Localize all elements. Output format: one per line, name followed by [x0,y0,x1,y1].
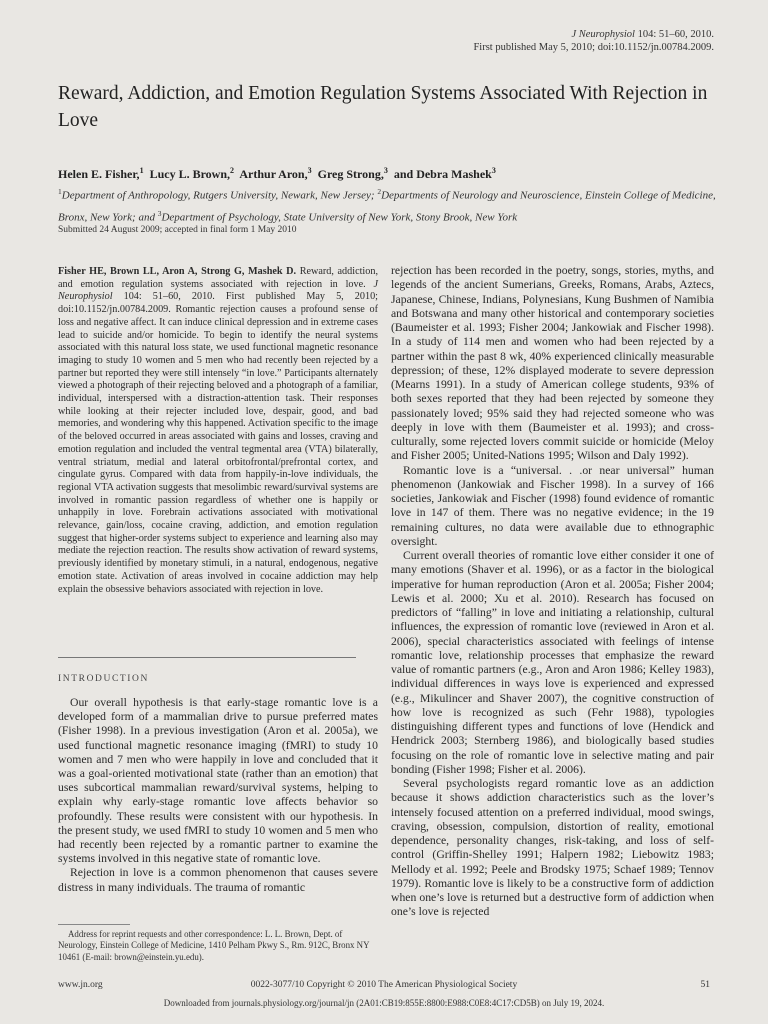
introduction-text [58,696,378,895]
affiliation-text: Departments of Neurology and Neuroscience, Einstein College of Medicine, Bronx, New York; and [58,189,716,224]
abstract-body: Romantic rejection causes a profound sense of loss and negative affect. It can induce clinical depression and in extreme cases lead to suicide and/or homicide. To begin to identify the neural systems associated with this natural loss state, we used functional magnetic resonance imaging to study 10 women and 5 men who had recently been rejected by a partner but reported they were still intensely “in love.” Participants alternately viewed a photograph of their rejecting beloved and a photograph of a familiar, individual, interspersed with a distraction-attention task. Their responses while looking at their rejecter included love, despair, good, and bad memories, and wondering why this happened. Activation specific to the image of the beloved occurred in areas associated with gains and losses, craving and emotion regulation and included the ventral tegmental area (VTA) bilaterally, ventral striatum, medial and lateral orbitofrontal/prefrontal cortex, and cingulate gyrus. Compared with data from happily-in-love individuals, the regional VTA activation suggests that mesolimbic reward/survival systems are involved in romantic passion regardless of whether one is happily or unhappily in love. Forebrain activations associated with motivational relevance, gain/loss, cocaine craving, addiction, and emotion regulation suggest that higher-order systems subject to experience and learning also may mediate the rejection reaction. The results show activation of reward systems, previously identified by monetary stimuli, in a natural, endogenous, negative emotion state. Activation of areas involved in cocaine addiction may help explain the obsessive behaviors associated with rejection in love. [58,304,378,595]
abstract-citation-tail: 104: 51–60, 2010. First published May 5, 2010; doi:10.1152/jn.00784.2009. [58,291,378,316]
author-affiliation-mark: 2 [230,166,235,175]
left-column [58,266,378,596]
copyright-notice: 0022-3077/10 Copyright © 2010 The American Physiological Society [250,980,518,990]
abstract-citation-title: Reward, addiction, and emotion regulation systems associated with rejection in love. [58,266,378,290]
affiliation-text: Department of Anthropology, Rutgers University, Newark, New Jersey; [61,189,378,202]
paragraph: Our overall hypothesis is that early-stage romantic love is a developed form of a mammalian drive to pursue preferred mates (Fisher 1998). In a previous investigation (Aron et al. 2005a), we used functional magnetic resonance imaging (fMRI) to study 10 women and 7 men who were happily in love and concluded that it was a goal-oriented motivational state (rather than an emotion) that uses subcortical mammalian reward/survival systems, helping to explain why early-stage romantic love affects behavior so profoundly. These results were consistent with our hypothesis. In the present study, we used fMRI to study 10 women and 5 men who had recently been rejected by a romantic partner to examine the systems involved in this negative state of romantic love. [58,696,378,866]
footnote-divider [58,924,130,925]
affiliation-mark: 1 [58,187,62,196]
author-name: Helen E. Fisher, [58,167,140,181]
author-affiliation-mark: 3 [383,166,388,175]
download-notice: Downloaded from journals.physiology.org/journal/jn (2A01:CB19:855E:8800:E988:C0E8:4C17:CD5B) on July 19, 2024. [163,998,605,1008]
page-footer [58,980,710,994]
paragraph: Current overall theories of romantic love either consider it one of many emotions (Shaver et al. 1996), or as a factor in the biological imperative for human reproduction (Aron et al. 2005a; Fisher 2004; Lewis et al. 2000; Xu et al. 2010). Research has focused on predictors of “falling” in love and initiating a relationship, cultural influences, the expression of romantic love (reviewed in Aron et al. 2006), special characteristics associated with feelings of intense romantic love, relationship processes that emphasize the reward value of romantic partners (e.g., Aron and Aron 1986; Kelley 1983), individual differences in ways love is experienced and expressed (e.g., Mikulincer and Shaver 2007), the cognitive construction of how love is recognized as such (Fehr 1988), typologies distinguishing different types and functions of love (Hendick and Hendrick 2003; Sternberg 1986), and biologically based studies focusing on the role of romantic love in selective mating and pair bonding (Fisher 1998; Fisher et al. 2006). [391,549,714,776]
author-name: Greg Strong, [317,167,384,181]
journal-website: www.jn.org [58,980,103,990]
section-divider [58,657,356,658]
author-list [58,166,718,182]
author-affiliation-mark: 1 [139,166,144,175]
paragraph: rejection has been recorded in the poetry, songs, stories, myths, and legends of the ancient Sumerians, Greeks, Romans, Arabs, Aztecs, Japanese, Chinese, Indians, Polynesians, Kung Bushmen of Namibia and Botswana and many other historical and contemporary societies (Baumeister et al. 1993; Fisher 2004; Jankowiak and Fischer 1998). In a study of 114 men and women who had been rejected by a partner within the past 8 wk, 40% experienced clinically measurable depression; of these, 12% displayed moderate to severe depression (Mearns 1991). In a study of American college students, 93% of both sexes reported that they had been rejected by someone they passionately loved; 95% said they had rejected someone who was deeply in love with them (Baumeister et al. 1993); and cross-culturally, some rejected lovers commit suicide or homicide (Meloy and Fisher 2005; United-Nations 1995; Wilson and Daly 1992). [391,264,714,463]
journal-citation [473,28,714,54]
author-name: Lucy L. Brown, [149,167,231,181]
author-affiliation-mark: 3 [307,166,312,175]
paragraph: Romantic love is a “universal. . .or near universal” human phenomenon (Jankowiak and Fischer 1998). In a survey of 166 societies, Jankowiak and Fischer (1998) found evidence of romantic love in 147 of them. There was no negative evidence; in the 19 remaining cultures, no data were available due to ethnographic oversight. [391,463,714,548]
article-title: Reward, Addiction, and Emotion Regulation Systems Associated With Rejection in Love [58,83,708,131]
journal-volume-pages: 104: 51–60, 2010. [637,29,714,40]
author-name: Arthur Aron, [239,167,308,181]
affiliation-mark: 2 [377,187,382,196]
abstract [58,266,378,596]
paragraph: Rejection in love is a common phenomenon that causes severe distress in many individuals. The trauma of romantic [58,866,378,894]
journal-name: J Neurophysiol [571,29,635,40]
right-column [391,264,714,920]
journal-citation-line [473,28,714,41]
abstract-citation-authors: Fisher HE, Brown LL, Aron A, Strong G, Mashek D. [58,266,297,277]
author-name: and Debra Mashek [393,167,492,181]
section-heading: INTRODUCTION [58,674,149,684]
correspondence-footnote: Address for reprint requests and other correspondence: L. L. Brown, Dept. of Neurology, Einstein College of Medicine, 1410 Pelham Pkwy S., Rm. 912C, Bronx NY 10461 (E-mail: brown@einstein.yu.edu). [58,929,370,962]
paragraph: Several psychologists regard romantic love as an addiction because it shows addiction characteristics such as the lover’s intensely focused attention on a preferred individual, mood swings, craving, obsession, compulsion, distortion of reality, emotional dependence, personality changes, risk-taking, and loss of self-control (Griffin-Shelley 1991; Halpern 1982; Liebowitz 1983; Mellody et al. 1992; Peele and Brodsky 1975; Schaef 1989; Tennov 1979). Romantic love is likely to be a constructive form of addiction when one’s love is returned but a destructive form of addiction when one’s love is rejected [391,777,714,919]
page-number: 51 [700,980,710,990]
submission-dates: Submitted 24 August 2009; accepted in final form 1 May 2010 [58,225,297,235]
abstract-citation-journal: J Neurophysiol [58,278,378,303]
author-affiliation-mark: 3 [491,166,496,175]
affiliation-mark: 3 [157,208,162,218]
publication-doi: First published May 5, 2010; doi:10.1152/jn.00784.2009. [473,42,714,53]
affiliations [58,183,726,226]
affiliation-text: Department of Psychology, State University of New York, Stony Brook, New York [161,211,518,224]
